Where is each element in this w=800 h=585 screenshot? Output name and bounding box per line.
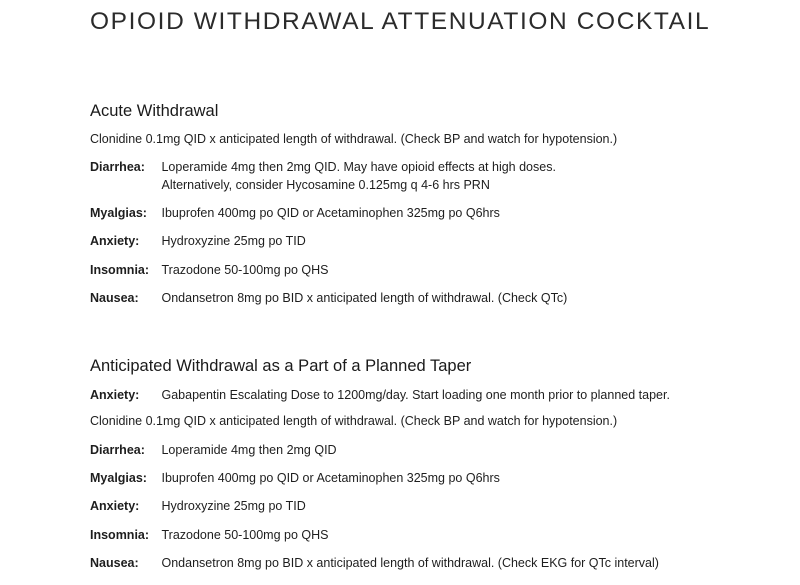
section-heading-planned-taper: Anticipated Withdrawal as a Part of a Planned Taper (90, 357, 472, 375)
symptom-label: Nausea: (90, 291, 139, 305)
symptom-label: Nausea: (90, 556, 139, 570)
symptom-label: Insomnia: (90, 263, 150, 277)
symptom-row-anxiety (90, 497, 306, 515)
section-heading-acute-withdrawal: Acute Withdrawal (90, 102, 219, 120)
symptom-row-diarrhea (90, 441, 337, 459)
clonidine-text: Clonidine 0.1mg QID x anticipated length of withdrawal. (Check BP and watch for hypotension.) (90, 414, 618, 428)
symptom-row-anxiety-gabapentin (90, 386, 670, 404)
page-title: OPIOID WITHDRAWAL ATTENUATION COCKTAIL (90, 8, 711, 35)
treatment-text: Trazodone 50-100mg po QHS (161, 263, 329, 277)
symptom-row-nausea (90, 289, 567, 307)
symptom-label: Insomnia: (90, 528, 150, 542)
treatment-text: Ondansetron 8mg po BID x anticipated length of withdrawal. (Check EKG for QTc interval) (161, 556, 659, 570)
treatment-text: Loperamide 4mg then 2mg QID (161, 443, 337, 457)
treatment-text: Ibuprofen 400mg po QID or Acetaminophen 325mg po Q6hrs (161, 471, 500, 485)
symptom-label: Anxiety: (90, 234, 140, 248)
symptom-row-diarrhea (90, 158, 556, 194)
treatment-text: Gabapentin Escalating Dose to 1200mg/day. Start loading one month prior to planned taper. (161, 388, 670, 402)
symptom-label: Diarrhea: (90, 160, 145, 174)
treatment-text: Trazodone 50-100mg po QHS (161, 528, 329, 542)
treatment-text-line1: Loperamide 4mg then 2mg QID. May have opioid effects at high doses. (161, 160, 556, 174)
treatment-text: Ondansetron 8mg po BID x anticipated length of withdrawal. (Check QTc) (161, 291, 568, 305)
symptom-row-myalgias (90, 204, 500, 222)
treatment-text-line2: Alternatively, consider Hycosamine 0.125mg q 4-6 hrs PRN (161, 178, 490, 192)
symptom-row-insomnia (90, 526, 328, 544)
symptom-row-anxiety (90, 232, 306, 250)
clonidine-line (90, 130, 617, 148)
symptom-row-nausea (90, 554, 659, 572)
clonidine-text: Clonidine 0.1mg QID x anticipated length of withdrawal. (Check BP and watch for hypotension.) (90, 132, 618, 146)
symptom-label: Diarrhea: (90, 443, 145, 457)
symptom-label: Myalgias: (90, 471, 147, 485)
symptom-label: Anxiety: (90, 499, 140, 513)
treatment-text: Hydroxyzine 25mg po TID (161, 499, 306, 513)
symptom-row-myalgias (90, 469, 500, 487)
symptom-label: Anxiety: (90, 388, 140, 402)
symptom-label: Myalgias: (90, 206, 147, 220)
treatment-text: Ibuprofen 400mg po QID or Acetaminophen 325mg po Q6hrs (161, 206, 500, 220)
treatment-text: Hydroxyzine 25mg po TID (161, 234, 306, 248)
symptom-row-insomnia (90, 261, 328, 279)
treatment-text (161, 158, 555, 194)
clonidine-line (90, 412, 617, 430)
